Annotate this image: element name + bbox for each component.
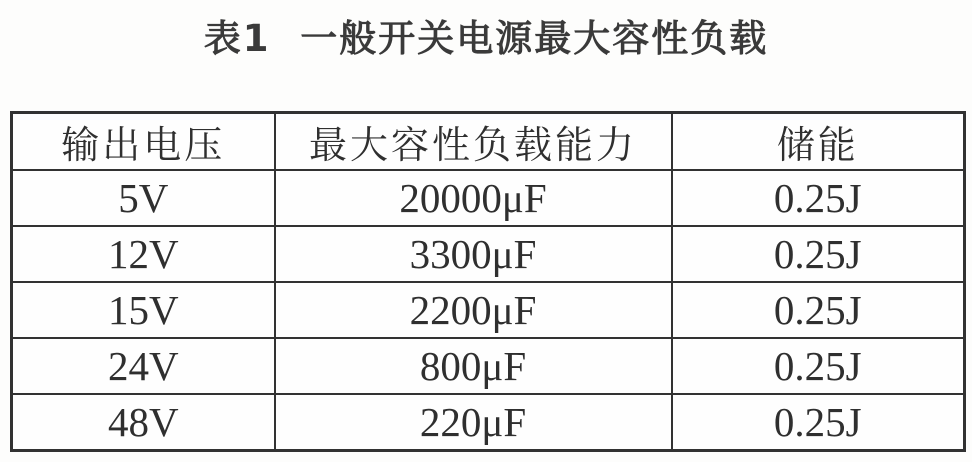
output-voltage-cell: 24V	[12, 338, 275, 394]
table-caption: 表1 一般开关电源最大容性负载	[203, 17, 769, 60]
table-row	[12, 170, 965, 226]
max-capacitance-cell: 3300μF	[275, 226, 672, 282]
table-row	[12, 226, 965, 282]
output-voltage-cell: 5V	[12, 170, 275, 226]
table-row	[12, 394, 965, 451]
stored-energy-cell: 0.25J	[672, 226, 965, 282]
output-voltage-cell: 15V	[12, 282, 275, 338]
max-capacitance-cell: 220μF	[275, 394, 672, 451]
stored-energy-cell: 0.25J	[672, 282, 965, 338]
capacitive-load-table	[10, 111, 966, 452]
stored-energy-cell: 0.25J	[672, 338, 965, 394]
max-capacitance-cell: 800μF	[275, 338, 672, 394]
table-row	[12, 282, 965, 338]
stored-energy-cell: 0.25J	[672, 170, 965, 226]
table-row	[12, 338, 965, 394]
col-header-max-capacitive-load: 最大容性负载能力	[275, 113, 672, 171]
max-capacitance-cell: 20000μF	[275, 170, 672, 226]
max-capacitance-cell: 2200μF	[275, 282, 672, 338]
output-voltage-cell: 12V	[12, 226, 275, 282]
table-header-row	[12, 113, 965, 171]
col-header-stored-energy: 储能	[672, 113, 965, 171]
stored-energy-cell: 0.25J	[672, 394, 965, 451]
col-header-output-voltage: 输出电压	[12, 113, 275, 171]
output-voltage-cell: 48V	[12, 394, 275, 451]
